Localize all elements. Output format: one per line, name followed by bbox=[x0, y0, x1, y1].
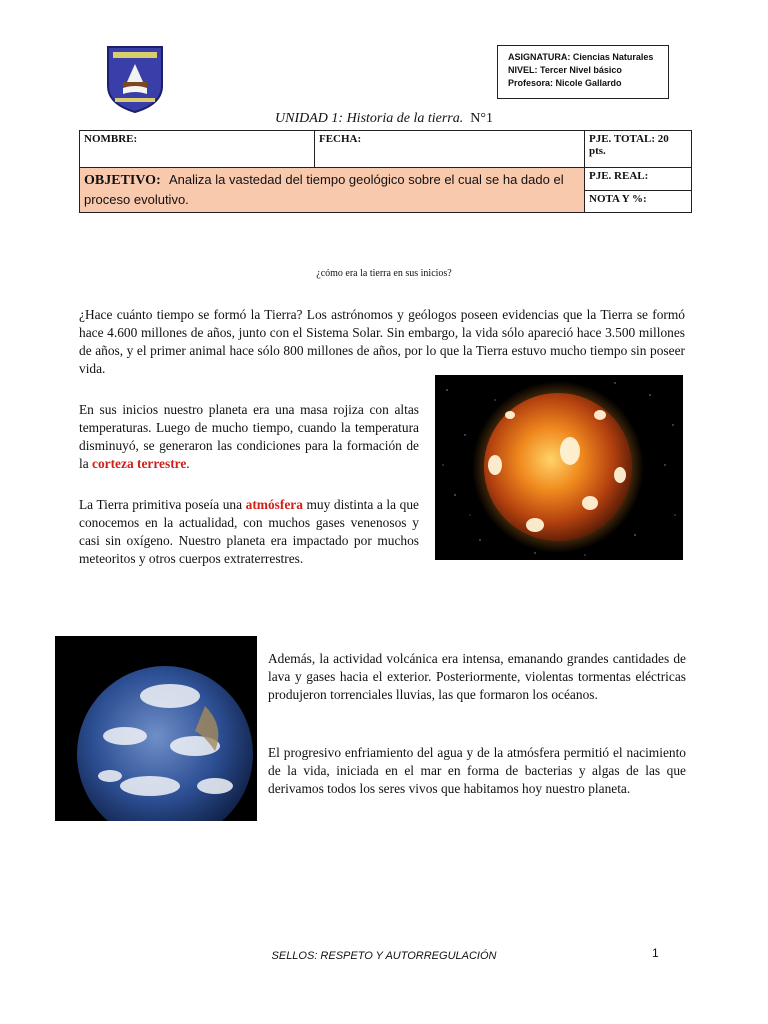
nota-cell[interactable] bbox=[585, 190, 692, 213]
footer-sellos: SELLOS: RESPETO Y AUTORREGULACIÓN bbox=[271, 950, 497, 962]
paragraph-1: ¿Hace cuánto tiempo se formó la Tierra? Los astrónomos y geólogos poseen evidencias que la Tierra se formó hace 4.600 millones de años, junto con el Sistema Solar. Sin embargo, la vida sólo apareció hace 3.500 millones de años, y el primer animal hace sólo 800 millones de años, por lo que la Tierra estuvo mucho tiempo sin poseer vida. bbox=[79, 307, 685, 376]
objetivo-text: Analiza la vastedad del tiempo geológico sobre el cual se ha dado el proceso evolutivo. bbox=[84, 172, 564, 207]
unit-title-italic: UNIDAD 1: Historia de la tierra. bbox=[275, 111, 464, 126]
objetivo-label: OBJETIVO: bbox=[84, 173, 161, 188]
paragraph-4: Además, la actividad volcánica era intensa, emanando grandes cantidades de lava y gases hacia el exterior. Posteriormente, violentas tormentas eléctricas produjeron torrenciales lluvias, las que formaron los océanos. bbox=[268, 651, 686, 702]
highlight-atmosfera: atmósfera bbox=[245, 497, 303, 512]
pje-total-cell bbox=[585, 131, 692, 168]
paragraph-3-text: La Tierra primitiva poseía una bbox=[79, 497, 246, 512]
nota-label: NOTA Y %: bbox=[589, 192, 647, 205]
paragraph-2-text: En sus inicios nuestro planeta era una masa rojiza con altas temperaturas. Luego de mucho tiempo, cuando la temperatura disminuyó, se generaron las condiciones para la formación de la bbox=[79, 402, 419, 471]
highlight-corteza-terrestre: corteza terrestre bbox=[92, 456, 187, 471]
earth-from-space-image bbox=[55, 636, 257, 821]
pje-total-label: PJE. TOTAL: 20 pts. bbox=[589, 133, 669, 157]
nivel-text: NIVEL: Tercer Nivel básico bbox=[508, 65, 622, 75]
student-info-table bbox=[79, 130, 692, 213]
paragraph-2 bbox=[79, 401, 419, 473]
asignatura-text: ASIGNATURA: Ciencias Naturales bbox=[508, 52, 654, 62]
objetivo-cell bbox=[80, 168, 585, 213]
fecha-cell[interactable] bbox=[315, 131, 585, 168]
section-question: ¿cómo era la tierra en sus inicios? bbox=[316, 268, 452, 279]
molten-earth-image bbox=[435, 375, 683, 560]
paragraph-3 bbox=[79, 496, 419, 568]
unit-number: N°1 bbox=[470, 111, 493, 126]
paragraph-3-rest: muy distinta a la que conocemos en la actualidad, con muchos gases venenosos y casi sin oxígeno. Nuestro planeta era impactado por muchos meteoritos y otros cuerpos extraterrestres. bbox=[79, 497, 419, 566]
paragraph-5: El progresivo enfriamiento del agua y de la atmósfera permitió el nacimiento de la vida, iniciada en el mar en forma de bacterias y algas de las que derivamos todos los seres vivos que habitamos hoy nuestro planeta. bbox=[268, 745, 686, 796]
nombre-cell[interactable] bbox=[80, 131, 315, 168]
pje-real-label: PJE. REAL: bbox=[589, 170, 649, 182]
fecha-label: FECHA: bbox=[319, 133, 362, 145]
page-number: 1 bbox=[652, 946, 659, 960]
course-info-box bbox=[497, 45, 669, 99]
profesora-text: Profesora: Nicole Gallardo bbox=[508, 78, 622, 88]
paragraph-2-end: . bbox=[186, 456, 190, 471]
pje-real-cell[interactable] bbox=[585, 168, 692, 191]
school-crest-logo bbox=[105, 44, 165, 114]
nombre-label: NOMBRE: bbox=[84, 133, 138, 145]
unit-title bbox=[0, 111, 768, 127]
